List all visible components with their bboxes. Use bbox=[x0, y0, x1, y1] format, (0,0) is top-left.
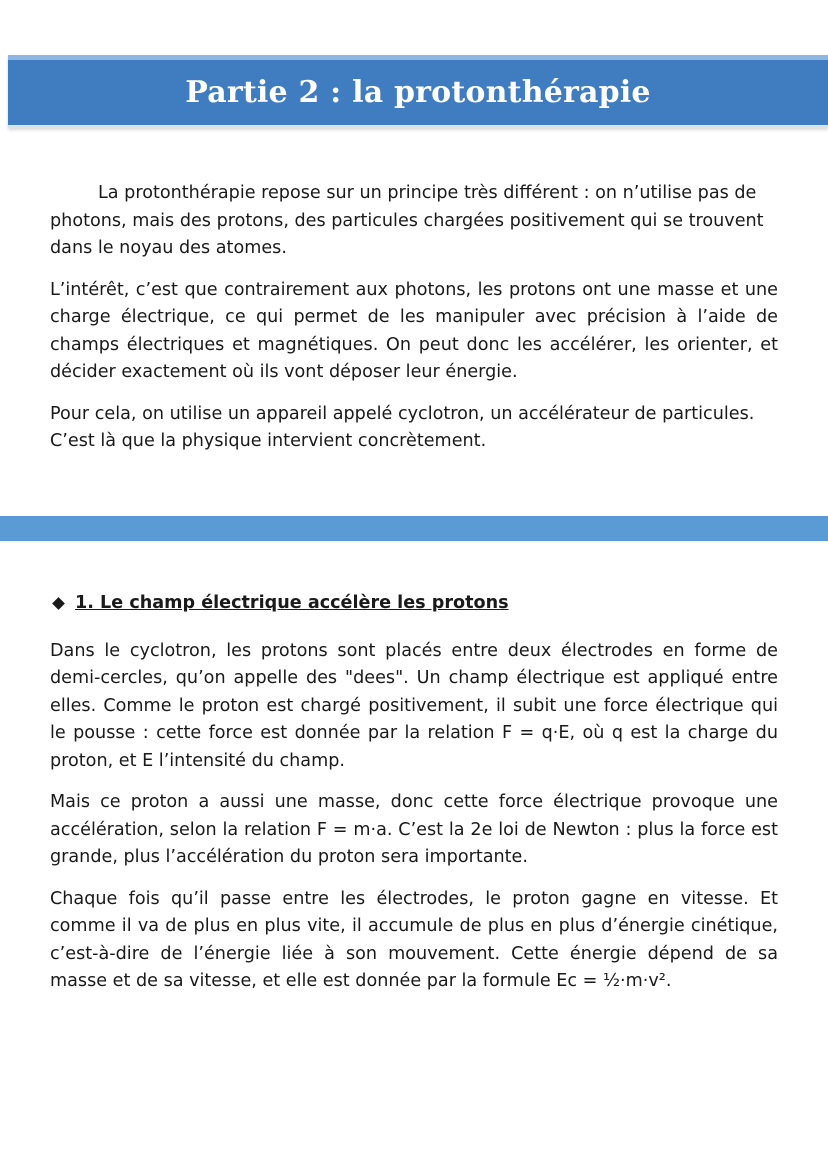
section-1-paragraph-3: Chaque fois qu’il passe entre les électrodes, le proton gagne en vitesse. Et comme il va de plus en plus vite, il accumule de plus en plus d’énergie cinétique, c’est-à-dire de l’énergie liée à son mouvement. Cette énergie dépend de sa masse et de sa vitesse, et elle est donnée par la formule Ec = ½·m·v². bbox=[50, 888, 778, 991]
section-1-paragraph-1: Dans le cyclotron, les protons sont placés entre deux électrodes en forme de demi-cercles, qu’on appelle des "dees". Un champ électrique est appliqué entre elles. Comme le proton est chargé positivement, il subit une force électrique qui le pousse : cette force est donnée par la relation F = q·E, où q est la charge du proton, et E l’intensité du champ. bbox=[50, 640, 778, 771]
section-1-paragraph-2: Mais ce proton a aussi une masse, donc cette force électrique provoque une accélération, selon la relation F = m·a. C’est la 2e loi de Newton : plus la force est grande, plus l’accélération du proton sera importante. bbox=[50, 792, 778, 867]
section-1-heading-text: 1. Le champ électrique accélère les protons bbox=[75, 593, 509, 613]
section-1-heading bbox=[50, 590, 778, 618]
title-banner bbox=[8, 55, 828, 128]
diamond-bullet-icon bbox=[52, 597, 65, 610]
intro-paragraph-1: La protonthérapie repose sur un principe très différent : on n’utilise pas de photons, mais des protons, des particules chargées positivement qui se trouvent dans le noyau des atomes. bbox=[50, 183, 764, 258]
intro-section bbox=[50, 180, 778, 470]
section-1 bbox=[50, 590, 778, 1010]
section-divider bbox=[0, 516, 828, 541]
intro-paragraph-3: Pour cela, on utilise un appareil appelé cyclotron, un accélérateur de particules. C’est là que la physique intervient concrètement. bbox=[50, 403, 755, 451]
page-title: Partie 2 : la protonthérapie bbox=[185, 75, 651, 110]
intro-paragraph-2: L’intérêt, c’est que contrairement aux photons, les protons ont une masse et une charge électrique, ce qui permet de les manipuler avec précision à l’aide de champs électriques et magnétiques. On peut donc les accélérer, les orienter, et décider exactement où ils vont déposer leur énergie. bbox=[50, 279, 778, 382]
